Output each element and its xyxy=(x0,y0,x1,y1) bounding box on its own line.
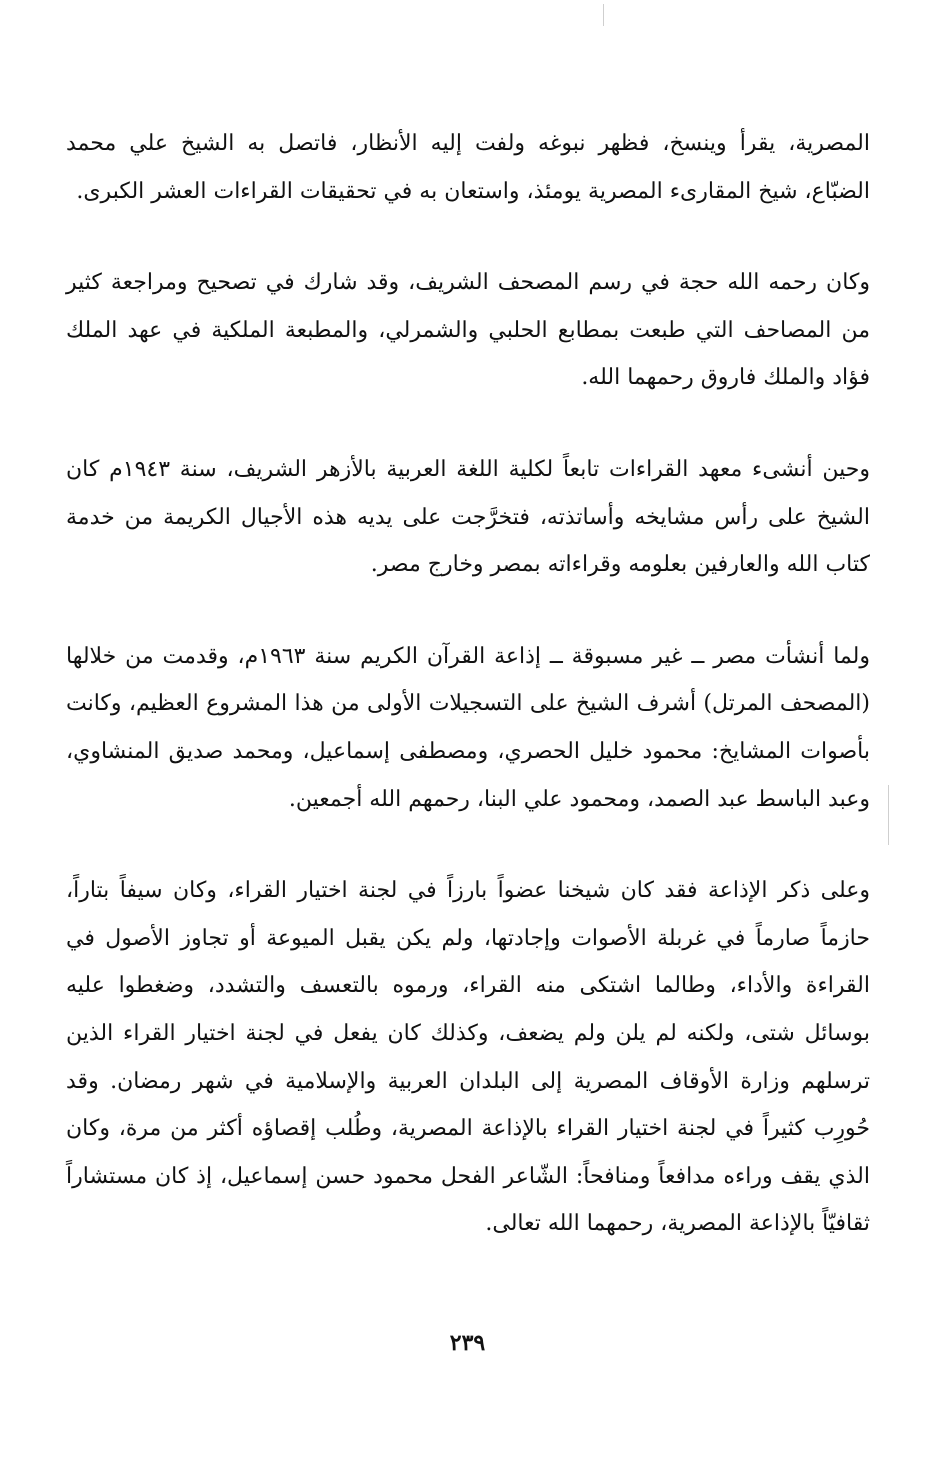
paragraph-5: وعلى ذكر الإذاعة فقد كان شيخنا عضواً بارزاً في لجنة اختيار القراء، وكان سيفاً بتاراً، حازماً صارماً في غربلة الأصوات وإجادتها، ولم يكن يقبل الميوعة أو تجاوز الأصول في القراءة والأداء، وطالما اشتكى منه القراء، ورموه بالتعسف والتشدد، وضغطوا عليه بوسائل شتى، ولكنه لم يلن ولم يضعف، وكذلك كان يفعل في لجنة اختيار القراء الذين ترسلهم وزارة الأوقاف المصرية إلى البلدان العربية والإسلامية في شهر رمضان. وقد حُورِب كثيراً في لجنة اختيار القراء بالإذاعة المصرية، وطُلب إقصاؤه أكثر من مرة، وكان الذي يقف وراءه مدافعاً ومنافحاً: الشّاعر الفحل محمود حسن إسماعيل، إذ كان مستشاراً ثقافيّاً بالإذاعة المصرية، رحمهما الله تعالى. xyxy=(66,878,870,1237)
body-text xyxy=(66,120,870,1292)
scan-margin-mark-top xyxy=(603,4,604,26)
paragraph-1: المصرية، يقرأ وينسخ، فظهر نبوغه ولفت إليه الأنظار، فاتصل به الشيخ علي محمد الضبّاع، شيخ المقارىء المصرية يومئذ، واستعان به في تحقيقات القراءات العشر الكبرى. xyxy=(66,131,870,204)
paragraph-2: وكان رحمه الله حجة في رسم المصحف الشريف، وقد شارك في تصحيح ومراجعة كثير من المصاحف التي طبعت بمطابع الحلبي والشمرلي، والمطبعة الملكية في عهد الملك فؤاد والملك فاروق رحمهما الله. xyxy=(66,270,870,391)
paragraph-3: وحين أنشىء معهد القراءات تابعاً لكلية اللغة العربية بالأزهر الشريف، سنة ١٩٤٣م كان الشيخ على رأس مشايخه وأساتذته، فتخرَّجت على يديه هذه الأجيال الكريمة من خدمة كتاب الله والعارفين بعلومه وقراءاته بمصر وخارج مصر. xyxy=(66,456,870,578)
scan-margin-mark-right xyxy=(888,785,889,845)
paragraph-4: ولما أنشأت مصر ــ غير مسبوقة ــ إذاعة القرآن الكريم سنة ١٩٦٣م، وقدمت من خلالها (المصحف المرتل) أشرف الشيخ على التسجيلات الأولى من هذا المشروع العظيم، وكانت بأصوات المشايخ: محمود خليل الحصري، ومصطفى إسماعيل، ومحمد صديق المنشاوي، وعبد الباسط عبد الصمد، ومحمود علي البنا، رحمهم الله أجمعين. xyxy=(66,643,870,812)
page-number: ٢٣٩ xyxy=(449,1330,486,1356)
